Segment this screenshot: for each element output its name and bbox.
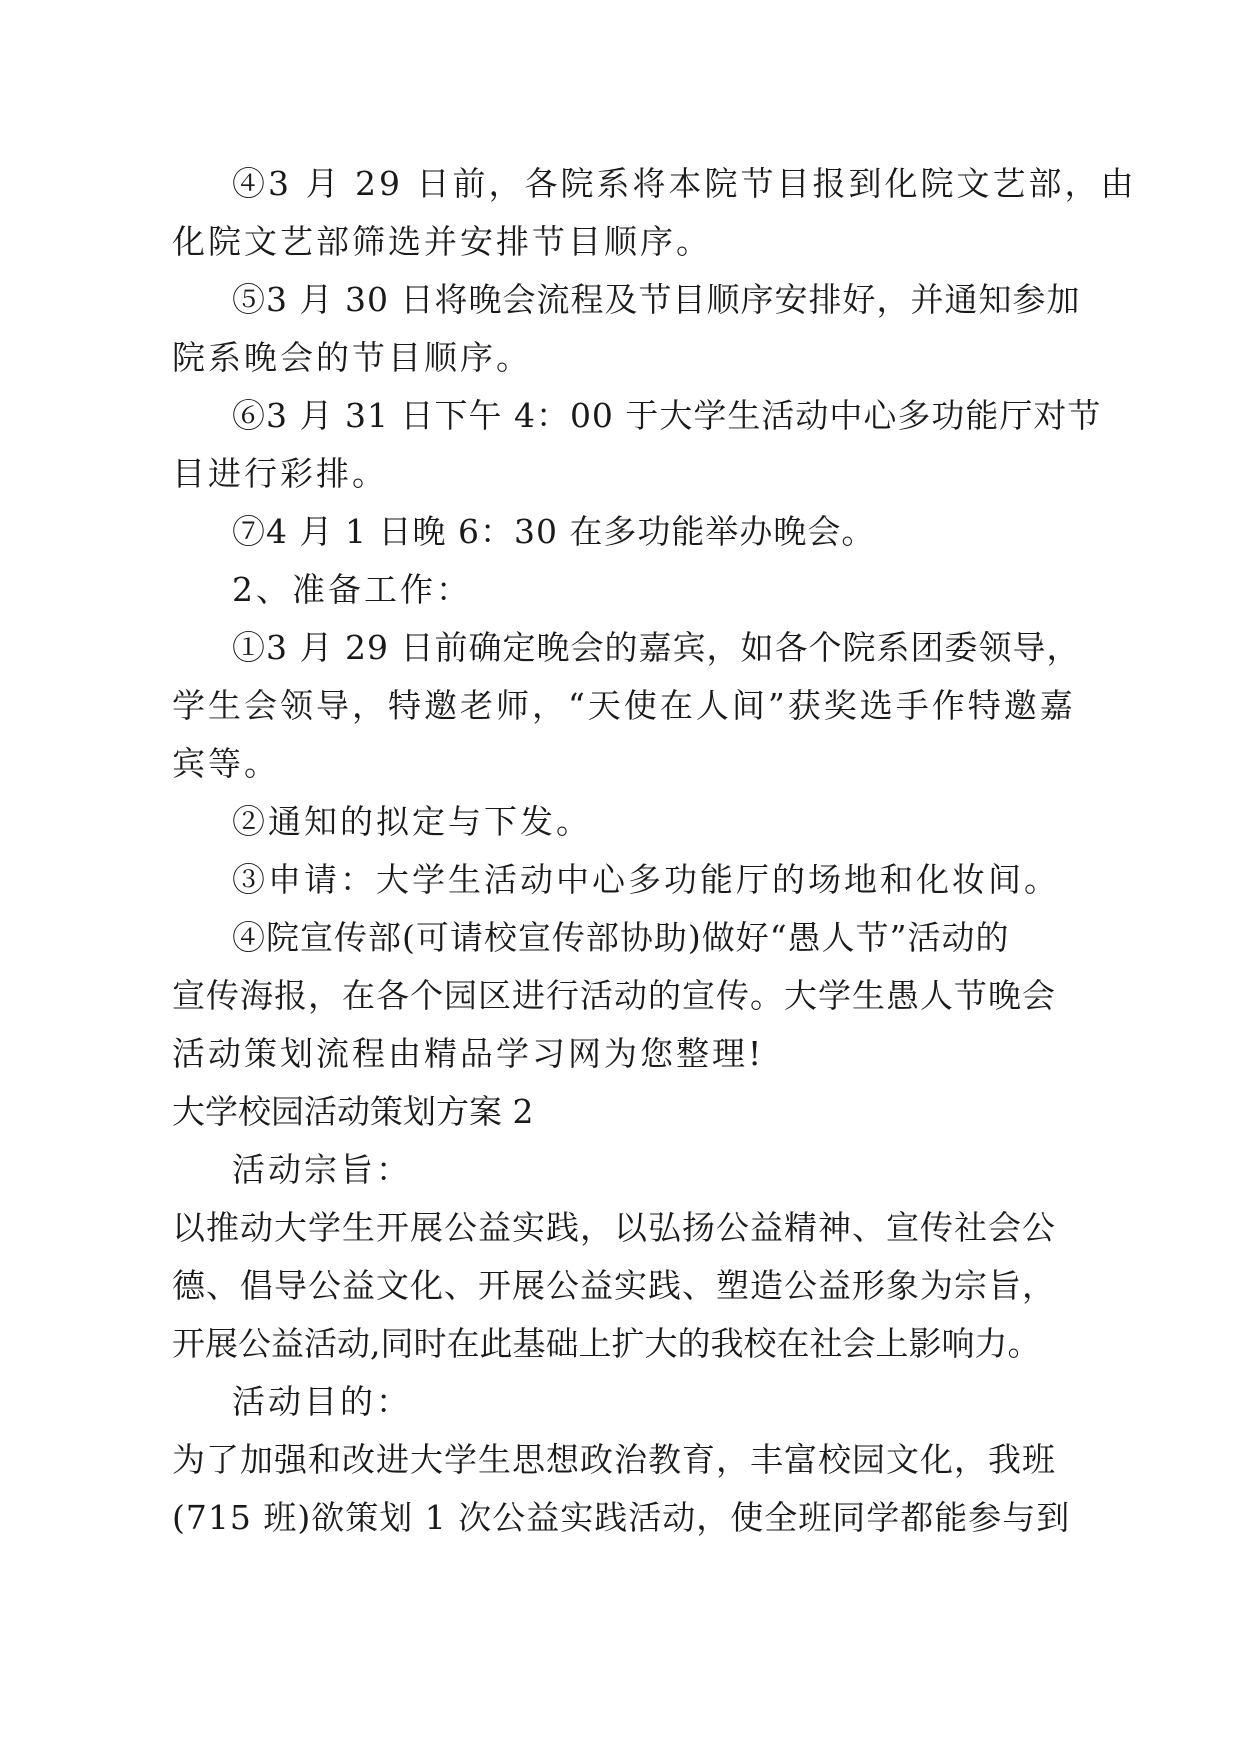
paragraph-line: (715 班)欲策划 1 次公益实践活动，使全班同学都能参与到	[172, 1498, 1071, 1537]
paragraph-line: 宣传海报，在各个园区进行活动的宣传。大学生愚人节晚会	[172, 976, 1056, 1015]
paragraph-line: ⑦4 月 1 日晚 6：30 在多功能举办晚会。	[232, 512, 876, 551]
paragraph-line: 为了加强和改进大学生思想政治教育，丰富校园文化，我班	[172, 1440, 1056, 1479]
paragraph-line: 学生会领导，特邀老师，“天使在人间”获奖选手作特邀嘉	[172, 686, 1076, 725]
paragraph-line: 活动策划流程由精品学习网为您整理!	[172, 1034, 765, 1073]
paragraph-line: ④院宣传部(可请校宣传部协助)做好“愚人节”活动的	[232, 918, 1010, 957]
section-title: 大学校园活动策划方案 2	[172, 1092, 534, 1131]
paragraph-line: 化院文艺部筛选并安排节目顺序。	[172, 222, 712, 261]
paragraph-line: ①3 月 29 日前确定晚会的嘉宾，如各个院系团委领导，	[232, 628, 1081, 667]
paragraph-line: 以推动大学生开展公益实践，以弘扬公益精神、宣传社会公	[172, 1208, 1056, 1247]
section-heading: 活动目的：	[232, 1382, 412, 1421]
paragraph-line: ⑤3 月 30 日将晚会流程及节目顺序安排好，并通知参加	[232, 280, 1081, 319]
paragraph-line: 目进行彩排。	[172, 454, 388, 493]
paragraph-line: ②通知的拟定与下发。	[232, 802, 592, 841]
paragraph-line: ④3 月 29 日前，各院系将本院节目报到化院文艺部，由	[232, 164, 1137, 203]
paragraph-line: ⑥3 月 31 日下午 4：00 于大学生活动中心多功能厅对节	[232, 396, 1102, 435]
paragraph-line: 德、倡导公益文化、开展公益实践、塑造公益形象为宗旨，	[172, 1266, 1056, 1305]
paragraph-line: ③申请：大学生活动中心多功能厅的场地和化妆间。	[232, 860, 1060, 899]
paragraph-line: 开展公益活动,同时在此基础上扩大的我校在社会上影响力。	[172, 1324, 1041, 1363]
section-heading: 活动宗旨：	[232, 1150, 412, 1189]
paragraph-line: 宾等。	[172, 744, 280, 783]
paragraph-line: 院系晚会的节目顺序。	[172, 338, 532, 377]
section-heading: 2、准备工作：	[232, 570, 472, 609]
